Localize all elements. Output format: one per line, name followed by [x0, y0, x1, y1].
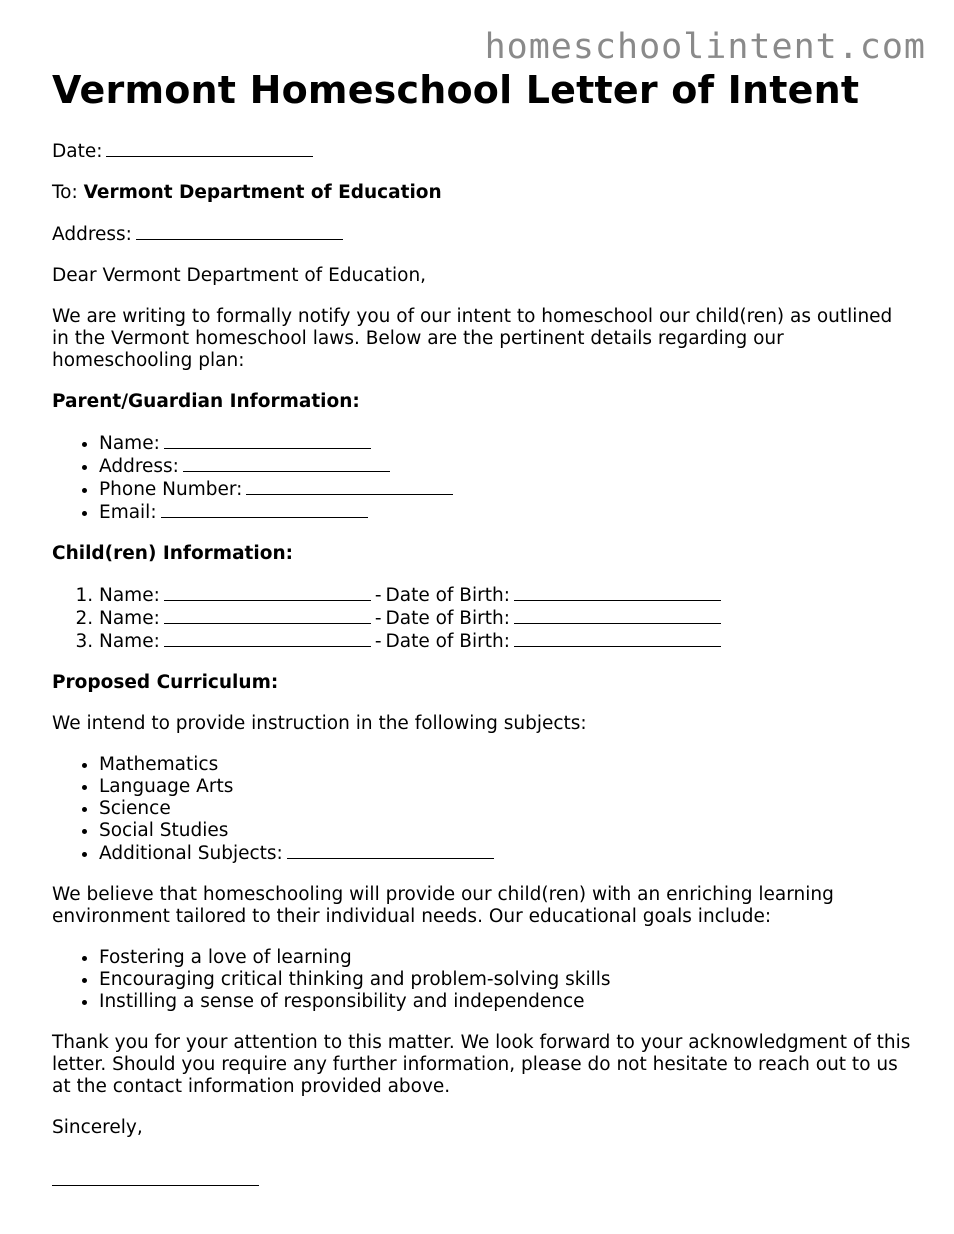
child-dob-blank[interactable] — [514, 584, 721, 601]
separator: - — [374, 608, 382, 629]
field-label: Email: — [99, 502, 157, 523]
signature-blank[interactable] — [52, 1169, 259, 1186]
date-label: Date: — [52, 141, 103, 162]
additional-subjects-label: Additional Subjects: — [99, 843, 283, 864]
goals-list — [52, 947, 912, 1013]
list-item: • Fostering a love of learning — [99, 947, 912, 969]
list-item: • Encouraging critical thinking and problem-solving skills — [99, 969, 912, 991]
list-item — [99, 842, 912, 865]
sign-off: Sincerely, — [52, 1117, 143, 1138]
list-item — [99, 630, 912, 653]
list-item — [99, 455, 912, 478]
subjects-list — [52, 754, 912, 865]
curriculum-section-heading: Proposed Curriculum: — [52, 672, 279, 693]
list-item: • Instilling a sense of responsibility and independence — [99, 991, 912, 1013]
recipient-name: Vermont Department of Education — [83, 182, 442, 203]
list-item — [99, 432, 912, 455]
child-name-label: Name: — [99, 585, 160, 606]
field-label: Address: — [99, 456, 179, 477]
child-dob-blank[interactable] — [514, 607, 721, 624]
intro-paragraph: We are writing to formally notify you of our intent to homeschool our child(ren) as outlined in the Vermont homeschool laws. Below are the pertinent details regarding our homeschooling plan: — [52, 306, 893, 371]
list-item: • Language Arts — [99, 776, 912, 798]
date-line — [52, 140, 912, 163]
page-title: Vermont Homeschool Letter of Intent — [52, 68, 860, 112]
child-dob-label: Date of Birth: — [385, 608, 510, 629]
parent-phone-blank[interactable] — [246, 478, 453, 495]
goals-intro: We believe that homeschooling will provide our child(ren) with an enriching learning environment tailored to their individual needs. Our educational goals include: — [52, 884, 834, 927]
list-item — [99, 501, 912, 524]
child-dob-label: Date of Birth: — [385, 631, 510, 652]
child-name-blank[interactable] — [164, 607, 371, 624]
field-label: Phone Number: — [99, 479, 243, 500]
separator: - — [374, 631, 382, 652]
address-line — [52, 223, 912, 246]
salutation: Dear Vermont Department of Education, — [52, 265, 427, 286]
signature-line — [52, 1169, 912, 1190]
field-label: Name: — [99, 433, 160, 454]
list-item: • Mathematics — [99, 754, 912, 776]
date-blank[interactable] — [106, 140, 313, 157]
list-item — [99, 478, 912, 501]
separator: - — [374, 585, 382, 606]
child-name-blank[interactable] — [164, 584, 371, 601]
additional-subjects-blank[interactable] — [287, 842, 494, 859]
child-name-blank[interactable] — [164, 630, 371, 647]
parent-name-blank[interactable] — [164, 432, 371, 449]
child-name-label: Name: — [99, 631, 160, 652]
parent-address-blank[interactable] — [183, 455, 390, 472]
children-list — [52, 584, 912, 653]
closing-paragraph: Thank you for your attention to this matter. We look forward to your acknowledgment of this letter. Should you require any further information, please do not hesitate to reach out to us at the contact information provided above. — [52, 1032, 911, 1097]
children-section-heading: Child(ren) Information: — [52, 543, 294, 564]
curriculum-intro: We intend to provide instruction in the following subjects: — [52, 713, 587, 734]
address-blank[interactable] — [136, 223, 343, 240]
to-label: To: — [52, 182, 78, 203]
address-label: Address: — [52, 224, 132, 245]
list-item: • Social Studies — [99, 820, 912, 842]
parent-section-heading: Parent/Guardian Information: — [52, 391, 360, 412]
letter-document — [52, 68, 912, 1190]
child-dob-label: Date of Birth: — [385, 585, 510, 606]
list-item — [99, 584, 912, 607]
child-name-label: Name: — [99, 608, 160, 629]
list-item: • Science — [99, 798, 912, 820]
recipient-line — [52, 182, 912, 204]
parent-email-blank[interactable] — [161, 501, 368, 518]
watermark: homeschoolintent.com — [484, 27, 926, 67]
list-item — [99, 607, 912, 630]
parent-fields-list — [52, 432, 912, 524]
child-dob-blank[interactable] — [514, 630, 721, 647]
